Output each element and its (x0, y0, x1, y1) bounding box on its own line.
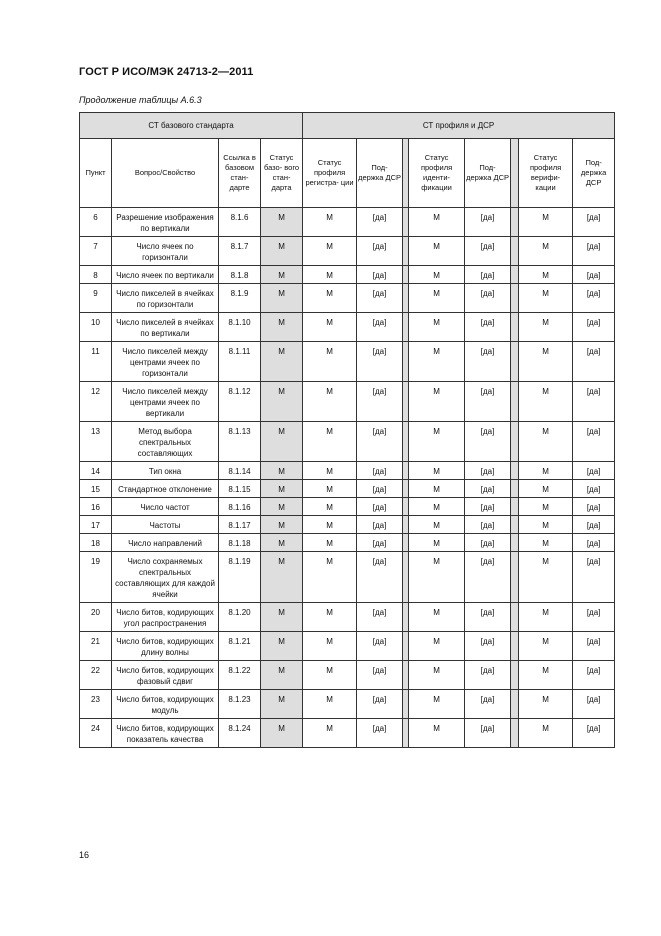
col-identification-support-header: Под- держка ДСР (465, 139, 511, 208)
cell-registration-status: М (303, 719, 357, 748)
cell-separator (511, 462, 519, 480)
profile-group-header: СТ профиля и ДСР (303, 113, 615, 139)
cell-item: 7 (80, 237, 112, 266)
cell-separator (511, 498, 519, 516)
cell-verification-status: М (519, 498, 573, 516)
cell-base-reference: 8.1.10 (219, 313, 261, 342)
cell-property: Число битов, кодирующих фазовый сдвиг (112, 661, 219, 690)
cell-registration-status: М (303, 661, 357, 690)
cell-verification-support: [да] (573, 422, 615, 462)
cell-identification-status: М (409, 632, 465, 661)
cell-identification-status: М (409, 462, 465, 480)
cell-property: Число сохраняемых спектральных составляющих для каждой ячейки (112, 552, 219, 603)
cell-base-status: М (261, 534, 303, 552)
cell-property: Число пикселей в ячейках по горизонтали (112, 284, 219, 313)
cell-property: Стандартное отклонение (112, 480, 219, 498)
cell-verification-support: [да] (573, 208, 615, 237)
cell-identification-support: [да] (465, 237, 511, 266)
cell-registration-support: [да] (357, 632, 403, 661)
cell-base-status: М (261, 208, 303, 237)
col-identification-status-header: Статус профиля иденти- фикации (409, 139, 465, 208)
cell-verification-support: [да] (573, 719, 615, 748)
cell-registration-status: М (303, 632, 357, 661)
table-row (80, 534, 615, 552)
table-body (80, 208, 615, 748)
table-caption: Продолжение таблицы А.6.3 (79, 95, 202, 105)
cell-item: 24 (80, 719, 112, 748)
cell-identification-support: [да] (465, 690, 511, 719)
cell-identification-support: [да] (465, 516, 511, 534)
table-row (80, 382, 615, 422)
cell-separator (511, 266, 519, 284)
table-row (80, 208, 615, 237)
cell-item: 16 (80, 498, 112, 516)
cell-identification-support: [да] (465, 266, 511, 284)
cell-identification-support: [да] (465, 632, 511, 661)
cell-base-reference: 8.1.9 (219, 284, 261, 313)
cell-verification-status: М (519, 534, 573, 552)
cell-item: 18 (80, 534, 112, 552)
cell-base-status: М (261, 266, 303, 284)
cell-base-status: М (261, 498, 303, 516)
cell-item: 6 (80, 208, 112, 237)
separator-header (511, 139, 519, 208)
table-row (80, 690, 615, 719)
cell-identification-status: М (409, 603, 465, 632)
cell-base-reference: 8.1.24 (219, 719, 261, 748)
cell-verification-status: М (519, 382, 573, 422)
cell-base-status: М (261, 422, 303, 462)
cell-item: 23 (80, 690, 112, 719)
cell-identification-status: М (409, 534, 465, 552)
cell-registration-status: М (303, 422, 357, 462)
cell-registration-support: [да] (357, 480, 403, 498)
cell-identification-status: М (409, 313, 465, 342)
cell-identification-support: [да] (465, 313, 511, 342)
table-row (80, 342, 615, 382)
cell-verification-support: [да] (573, 313, 615, 342)
col-registration-status-header: Статус профиля регистра- ции (303, 139, 357, 208)
cell-identification-status: М (409, 422, 465, 462)
cell-registration-support: [да] (357, 237, 403, 266)
cell-registration-support: [да] (357, 603, 403, 632)
cell-property: Число битов, кодирующих длину волны (112, 632, 219, 661)
cell-item: 12 (80, 382, 112, 422)
cell-registration-status: М (303, 382, 357, 422)
cell-identification-status: М (409, 342, 465, 382)
col-registration-support-header: Под- держка ДСР (357, 139, 403, 208)
cell-registration-support: [да] (357, 719, 403, 748)
document-title: ГОСТ Р ИСО/МЭК 24713-2—2011 (79, 66, 254, 78)
cell-base-status: М (261, 719, 303, 748)
cell-verification-status: М (519, 719, 573, 748)
cell-property: Разрешение изображения по вертикали (112, 208, 219, 237)
cell-registration-status: М (303, 534, 357, 552)
cell-registration-support: [да] (357, 661, 403, 690)
base-standard-group-header: СТ базового стандарта (80, 113, 303, 139)
table-row (80, 313, 615, 342)
cell-identification-support: [да] (465, 534, 511, 552)
cell-registration-support: [да] (357, 516, 403, 534)
cell-verification-support: [да] (573, 632, 615, 661)
cell-base-status: М (261, 603, 303, 632)
cell-separator (511, 632, 519, 661)
cell-item: 19 (80, 552, 112, 603)
cell-base-reference: 8.1.23 (219, 690, 261, 719)
cell-separator (511, 313, 519, 342)
table-row (80, 632, 615, 661)
cell-identification-support: [да] (465, 208, 511, 237)
cell-item: 10 (80, 313, 112, 342)
cell-separator (511, 422, 519, 462)
cell-registration-status: М (303, 516, 357, 534)
cell-property: Число пикселей между центрами ячеек по горизонтали (112, 342, 219, 382)
table-row (80, 480, 615, 498)
cell-verification-support: [да] (573, 342, 615, 382)
cell-identification-support: [да] (465, 603, 511, 632)
cell-verification-support: [да] (573, 382, 615, 422)
cell-item: 17 (80, 516, 112, 534)
cell-item: 9 (80, 284, 112, 313)
cell-registration-support: [да] (357, 534, 403, 552)
cell-property: Число ячеек по горизонтали (112, 237, 219, 266)
cell-property: Частоты (112, 516, 219, 534)
cell-registration-status: М (303, 603, 357, 632)
cell-verification-support: [да] (573, 237, 615, 266)
cell-verification-status: М (519, 632, 573, 661)
cell-base-status: М (261, 552, 303, 603)
cell-base-reference: 8.1.21 (219, 632, 261, 661)
cell-base-reference: 8.1.15 (219, 480, 261, 498)
cell-separator (511, 480, 519, 498)
cell-registration-status: М (303, 498, 357, 516)
cell-verification-support: [да] (573, 534, 615, 552)
cell-separator (511, 342, 519, 382)
cell-registration-support: [да] (357, 552, 403, 603)
cell-separator (511, 552, 519, 603)
cell-verification-status: М (519, 690, 573, 719)
cell-verification-support: [да] (573, 661, 615, 690)
cell-item: 8 (80, 266, 112, 284)
cell-base-reference: 8.1.8 (219, 266, 261, 284)
col-verification-status-header: Статус профиля верифи- кации (519, 139, 573, 208)
cell-verification-support: [да] (573, 603, 615, 632)
cell-item: 15 (80, 480, 112, 498)
cell-registration-support: [да] (357, 208, 403, 237)
cell-separator (511, 534, 519, 552)
col-item-header: Пункт (80, 139, 112, 208)
table-row (80, 422, 615, 462)
cell-property: Число битов, кодирующих модуль (112, 690, 219, 719)
cell-identification-support: [да] (465, 480, 511, 498)
cell-separator (511, 382, 519, 422)
cell-verification-status: М (519, 284, 573, 313)
cell-item: 20 (80, 603, 112, 632)
cell-property: Число пикселей в ячейках по вертикали (112, 313, 219, 342)
cell-registration-support: [да] (357, 690, 403, 719)
cell-identification-support: [да] (465, 719, 511, 748)
cell-base-status: М (261, 661, 303, 690)
cell-verification-status: М (519, 422, 573, 462)
cell-identification-support: [да] (465, 422, 511, 462)
cell-verification-support: [да] (573, 516, 615, 534)
cell-registration-status: М (303, 237, 357, 266)
page-number: 16 (79, 850, 90, 860)
cell-verification-status: М (519, 342, 573, 382)
table-row (80, 661, 615, 690)
cell-base-status: М (261, 313, 303, 342)
cell-base-status: М (261, 480, 303, 498)
group-header-row (80, 113, 615, 139)
cell-base-status: М (261, 237, 303, 266)
cell-verification-support: [да] (573, 552, 615, 603)
cell-base-reference: 8.1.17 (219, 516, 261, 534)
col-base-reference-header: Ссылка в базовом стан- дарте (219, 139, 261, 208)
cell-verification-status: М (519, 266, 573, 284)
cell-base-status: М (261, 342, 303, 382)
cell-registration-status: М (303, 480, 357, 498)
col-base-status-header: Статус базо- вого стан- дарта (261, 139, 303, 208)
cell-base-reference: 8.1.22 (219, 661, 261, 690)
cell-separator (511, 284, 519, 313)
cell-base-reference: 8.1.6 (219, 208, 261, 237)
cell-registration-status: М (303, 208, 357, 237)
cell-identification-status: М (409, 237, 465, 266)
cell-registration-status: М (303, 284, 357, 313)
cell-registration-status: М (303, 552, 357, 603)
cell-item: 13 (80, 422, 112, 462)
cell-item: 14 (80, 462, 112, 480)
table-row (80, 719, 615, 748)
cell-registration-support: [да] (357, 266, 403, 284)
cell-identification-support: [да] (465, 462, 511, 480)
cell-verification-status: М (519, 552, 573, 603)
cell-registration-support: [да] (357, 462, 403, 480)
cell-item: 22 (80, 661, 112, 690)
cell-separator (511, 237, 519, 266)
col-property-header: Вопрос/Свойство (112, 139, 219, 208)
cell-verification-status: М (519, 237, 573, 266)
cell-base-status: М (261, 284, 303, 313)
cell-identification-status: М (409, 719, 465, 748)
cell-registration-status: М (303, 266, 357, 284)
table-row (80, 552, 615, 603)
cell-property: Число битов, кодирующих показатель качества (112, 719, 219, 748)
cell-verification-status: М (519, 462, 573, 480)
cell-property: Метод выбора спектральных составляющих (112, 422, 219, 462)
cell-separator (511, 690, 519, 719)
cell-registration-support: [да] (357, 313, 403, 342)
table-row (80, 284, 615, 313)
cell-verification-status: М (519, 516, 573, 534)
cell-verification-status: М (519, 661, 573, 690)
cell-verification-support: [да] (573, 480, 615, 498)
cell-verification-support: [да] (573, 462, 615, 480)
cell-identification-status: М (409, 382, 465, 422)
cell-property: Число частот (112, 498, 219, 516)
cell-identification-status: М (409, 552, 465, 603)
cell-base-reference: 8.1.14 (219, 462, 261, 480)
cell-identification-status: М (409, 661, 465, 690)
cell-identification-status: М (409, 480, 465, 498)
cell-registration-status: М (303, 690, 357, 719)
cell-identification-support: [да] (465, 552, 511, 603)
cell-separator (511, 516, 519, 534)
cell-separator (511, 603, 519, 632)
cell-identification-status: М (409, 208, 465, 237)
col-verification-support-header: Под- держка ДСР (573, 139, 615, 208)
cell-registration-status: М (303, 342, 357, 382)
table-row (80, 266, 615, 284)
cell-base-status: М (261, 382, 303, 422)
table-row (80, 237, 615, 266)
cell-property: Число ячеек по вертикали (112, 266, 219, 284)
table-row (80, 603, 615, 632)
cell-separator (511, 208, 519, 237)
cell-separator (511, 661, 519, 690)
cell-item: 21 (80, 632, 112, 661)
cell-property: Число пикселей между центрами ячеек по вертикали (112, 382, 219, 422)
table-row (80, 462, 615, 480)
cell-identification-support: [да] (465, 498, 511, 516)
cell-verification-support: [да] (573, 690, 615, 719)
cell-item: 11 (80, 342, 112, 382)
cell-identification-status: М (409, 266, 465, 284)
cell-verification-support: [да] (573, 498, 615, 516)
cell-base-reference: 8.1.7 (219, 237, 261, 266)
cell-registration-status: М (303, 462, 357, 480)
cell-property: Тип окна (112, 462, 219, 480)
cell-identification-support: [да] (465, 342, 511, 382)
cell-verification-status: М (519, 313, 573, 342)
cell-registration-status: М (303, 313, 357, 342)
cell-separator (511, 719, 519, 748)
cell-property: Число битов, кодирующих угол распространения (112, 603, 219, 632)
conformance-table (79, 112, 615, 748)
cell-identification-status: М (409, 284, 465, 313)
cell-verification-status: М (519, 603, 573, 632)
cell-registration-support: [да] (357, 422, 403, 462)
cell-base-status: М (261, 462, 303, 480)
column-header-row (80, 139, 615, 208)
table-row (80, 516, 615, 534)
cell-registration-support: [да] (357, 342, 403, 382)
cell-base-reference: 8.1.20 (219, 603, 261, 632)
cell-identification-status: М (409, 516, 465, 534)
cell-verification-support: [да] (573, 266, 615, 284)
cell-base-reference: 8.1.12 (219, 382, 261, 422)
cell-identification-support: [да] (465, 284, 511, 313)
cell-verification-status: М (519, 208, 573, 237)
cell-identification-status: М (409, 498, 465, 516)
cell-base-status: М (261, 690, 303, 719)
cell-property: Число направлений (112, 534, 219, 552)
cell-verification-support: [да] (573, 284, 615, 313)
cell-base-reference: 8.1.19 (219, 552, 261, 603)
cell-base-reference: 8.1.18 (219, 534, 261, 552)
cell-identification-support: [да] (465, 661, 511, 690)
cell-identification-support: [да] (465, 382, 511, 422)
cell-base-reference: 8.1.13 (219, 422, 261, 462)
cell-base-reference: 8.1.11 (219, 342, 261, 382)
cell-registration-support: [да] (357, 498, 403, 516)
cell-base-status: М (261, 516, 303, 534)
cell-registration-support: [да] (357, 284, 403, 313)
cell-base-reference: 8.1.16 (219, 498, 261, 516)
cell-registration-support: [да] (357, 382, 403, 422)
table-row (80, 498, 615, 516)
cell-base-status: М (261, 632, 303, 661)
cell-verification-status: М (519, 480, 573, 498)
cell-identification-status: М (409, 690, 465, 719)
